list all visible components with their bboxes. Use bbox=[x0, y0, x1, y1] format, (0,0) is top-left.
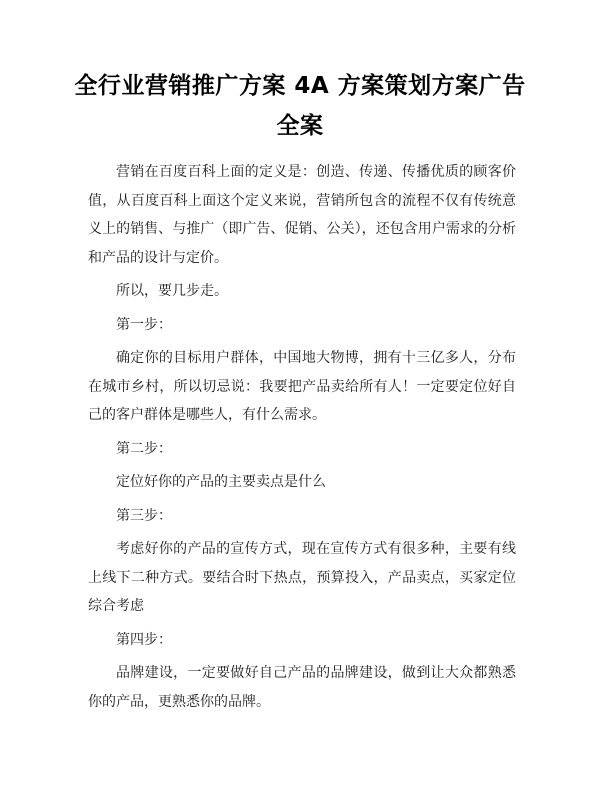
step-3-heading: 第三步： bbox=[116, 507, 172, 524]
step-2-text: 定位好你的产品的主要卖点是什么 bbox=[116, 474, 326, 490]
paragraph-marketing-definition: 营销在百度百科上面的定义是：创造、传递、传播优质的顾客价值，从百度百科上面这个定义来说，营销所包含的流程不仅有传统意义上的销售、与推广（即广告、促销、公关），还包含用户需求的分析和产品的设计与定价。 bbox=[88, 164, 516, 266]
paragraph-steps-intro: 所以，要几步走。 bbox=[116, 283, 228, 299]
step-1-text: 确定你的目标用户群体，中国地大物博，拥有十三亿多人，分布在城市乡村，所以切忌说：我要把产品卖给所有人！一定要定位好自己的客户群体是哪些人，有什么需求。 bbox=[88, 350, 516, 423]
step-4-heading: 第四步： bbox=[116, 631, 172, 648]
step-1-heading: 第一步： bbox=[116, 316, 172, 333]
document-title: 全行业营销推广方案 4A 方案策划方案广告全案 bbox=[74, 73, 526, 139]
step-4-text: 品牌建设，一定要做好自己产品的品牌建设，做到让大众都熟悉你的产品，更熟悉你的品牌。 bbox=[88, 665, 516, 710]
step-3-text: 考虑好你的产品的宣传方式，现在宣传方式有很多种，主要有线上线下二种方式。要结合时下热点，预算投入，产品卖点，买家定位综合考虑 bbox=[88, 541, 516, 614]
step-2-heading: 第二步： bbox=[116, 440, 172, 457]
document-body bbox=[88, 158, 516, 721]
